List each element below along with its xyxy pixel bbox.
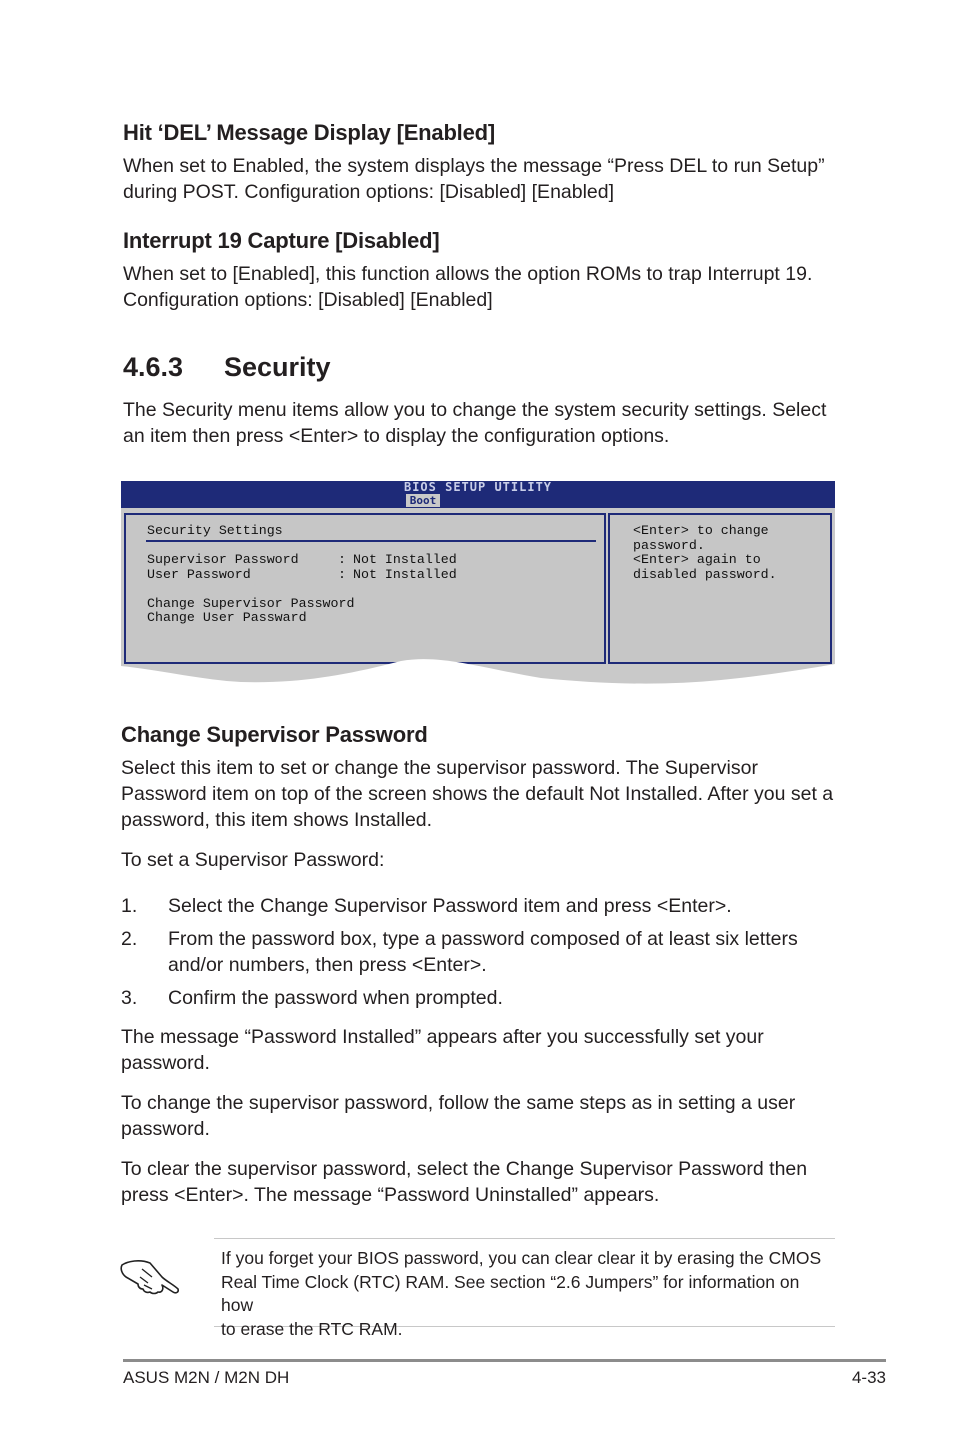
clear-password-line: To clear the supervisor password, select the Change Supervisor Password then <box>121 1158 808 1180</box>
bios-row-label: Supervisor Password <box>147 552 299 567</box>
security-body-line: The Security menu items allow you to change the system security settings. Select <box>123 399 827 421</box>
list-item <box>121 985 841 1011</box>
footer-page-number: 4-33 <box>851 1368 886 1387</box>
bios-menu-item-change-user[interactable]: Change User Passward <box>147 610 307 625</box>
bios-title-bar <box>121 481 835 508</box>
password-installed-line: The message “Password Installed” appears after you successfully set your <box>121 1026 764 1048</box>
bios-tab-boot[interactable]: Boot <box>406 494 440 507</box>
note-line: to erase the RTC RAM. <box>221 1318 403 1339</box>
hand-pointing-icon <box>118 1247 182 1297</box>
bios-main-pane <box>124 513 606 664</box>
change-password-line: password. <box>121 1118 210 1140</box>
bios-help-line: <Enter> again to <box>633 552 761 567</box>
list-item <box>121 926 841 978</box>
password-installed-line: password. <box>121 1052 210 1074</box>
bios-row-separator: : <box>338 566 346 582</box>
bios-row-separator: : <box>338 552 346 567</box>
change-supervisor-body-line: Select this item to set or change the supervisor password. The Supervisor <box>121 757 758 779</box>
list-item-number: 1. <box>121 895 138 917</box>
bios-screenshot <box>121 481 835 686</box>
footer-model: ASUS M2N / M2N DH <box>123 1368 290 1387</box>
change-password-line: To change the supervisor password, follow the same steps as in setting a user <box>121 1092 796 1114</box>
change-supervisor-body-line: password, this item shows Installed. <box>121 809 433 831</box>
list-item-text: Select the Change Supervisor Password item and press <Enter>. <box>168 895 732 917</box>
interrupt19-body-line: When set to [Enabled], this function allows the option ROMs to trap Interrupt 19. <box>123 263 813 285</box>
change-supervisor-intro: To set a Supervisor Password: <box>121 849 385 871</box>
list-item-text: From the password box, type a password composed of at least six letters <box>168 928 798 950</box>
interrupt19-heading: Interrupt 19 Capture [Disabled] <box>123 228 440 253</box>
list-item <box>121 893 841 919</box>
list-item-number: 3. <box>121 987 138 1009</box>
bios-help-line: <Enter> to change <box>633 523 769 538</box>
note-text <box>221 1247 835 1341</box>
clear-password-line: press <Enter>. The message “Password Uninstalled” appears. <box>121 1184 660 1206</box>
change-supervisor-body-line: Password item on top of the screen shows the default Not Installed. After you set a <box>121 783 834 805</box>
bios-row-value[interactable]: Not Installed <box>353 566 457 582</box>
hit-del-body-line: When set to Enabled, the system displays the message “Press DEL to run Setup” <box>123 155 825 177</box>
security-body-line: an item then press <Enter> to display the configuration options. <box>123 425 670 447</box>
bios-title: BIOS SETUP UTILITY <box>403 480 553 494</box>
bios-torn-edge <box>121 656 835 686</box>
bios-divider <box>146 540 596 542</box>
bios-help-line: disabled password. <box>633 566 777 582</box>
security-section-number: 4.6.3 <box>123 352 184 382</box>
bios-body <box>121 508 835 686</box>
change-supervisor-heading: Change Supervisor Password <box>121 722 428 747</box>
list-item-text: and/or numbers, then press <Enter>. <box>168 954 487 976</box>
note-box <box>214 1238 835 1339</box>
bios-row-label: User Password <box>147 566 251 582</box>
hit-del-heading: Hit ‘DEL’ Message Display [Enabled] <box>123 120 495 145</box>
bios-menu-item-change-supervisor[interactable]: Change Supervisor Password <box>147 595 355 611</box>
bios-section-title: Security Settings <box>147 523 283 538</box>
list-item-number: 2. <box>121 928 138 950</box>
note-line: If you forget your BIOS password, you can clear clear it by erasing the CMOS <box>221 1248 822 1268</box>
security-section-title: Security <box>224 352 331 382</box>
interrupt19-body-line: Configuration options: [Disabled] [Enabled] <box>123 289 493 311</box>
hit-del-body-line: during POST. Configuration options: [Disabled] [Enabled] <box>123 181 615 203</box>
footer-divider <box>123 1359 886 1362</box>
note-line: Real Time Clock (RTC) RAM. See section “2.6 Jumpers” for information on how <box>221 1271 800 1315</box>
bios-help-line: password. <box>633 537 705 553</box>
bios-row-value[interactable]: Not Installed <box>353 552 457 567</box>
bios-help-pane <box>608 513 832 664</box>
list-item-text: Confirm the password when prompted. <box>168 987 503 1009</box>
